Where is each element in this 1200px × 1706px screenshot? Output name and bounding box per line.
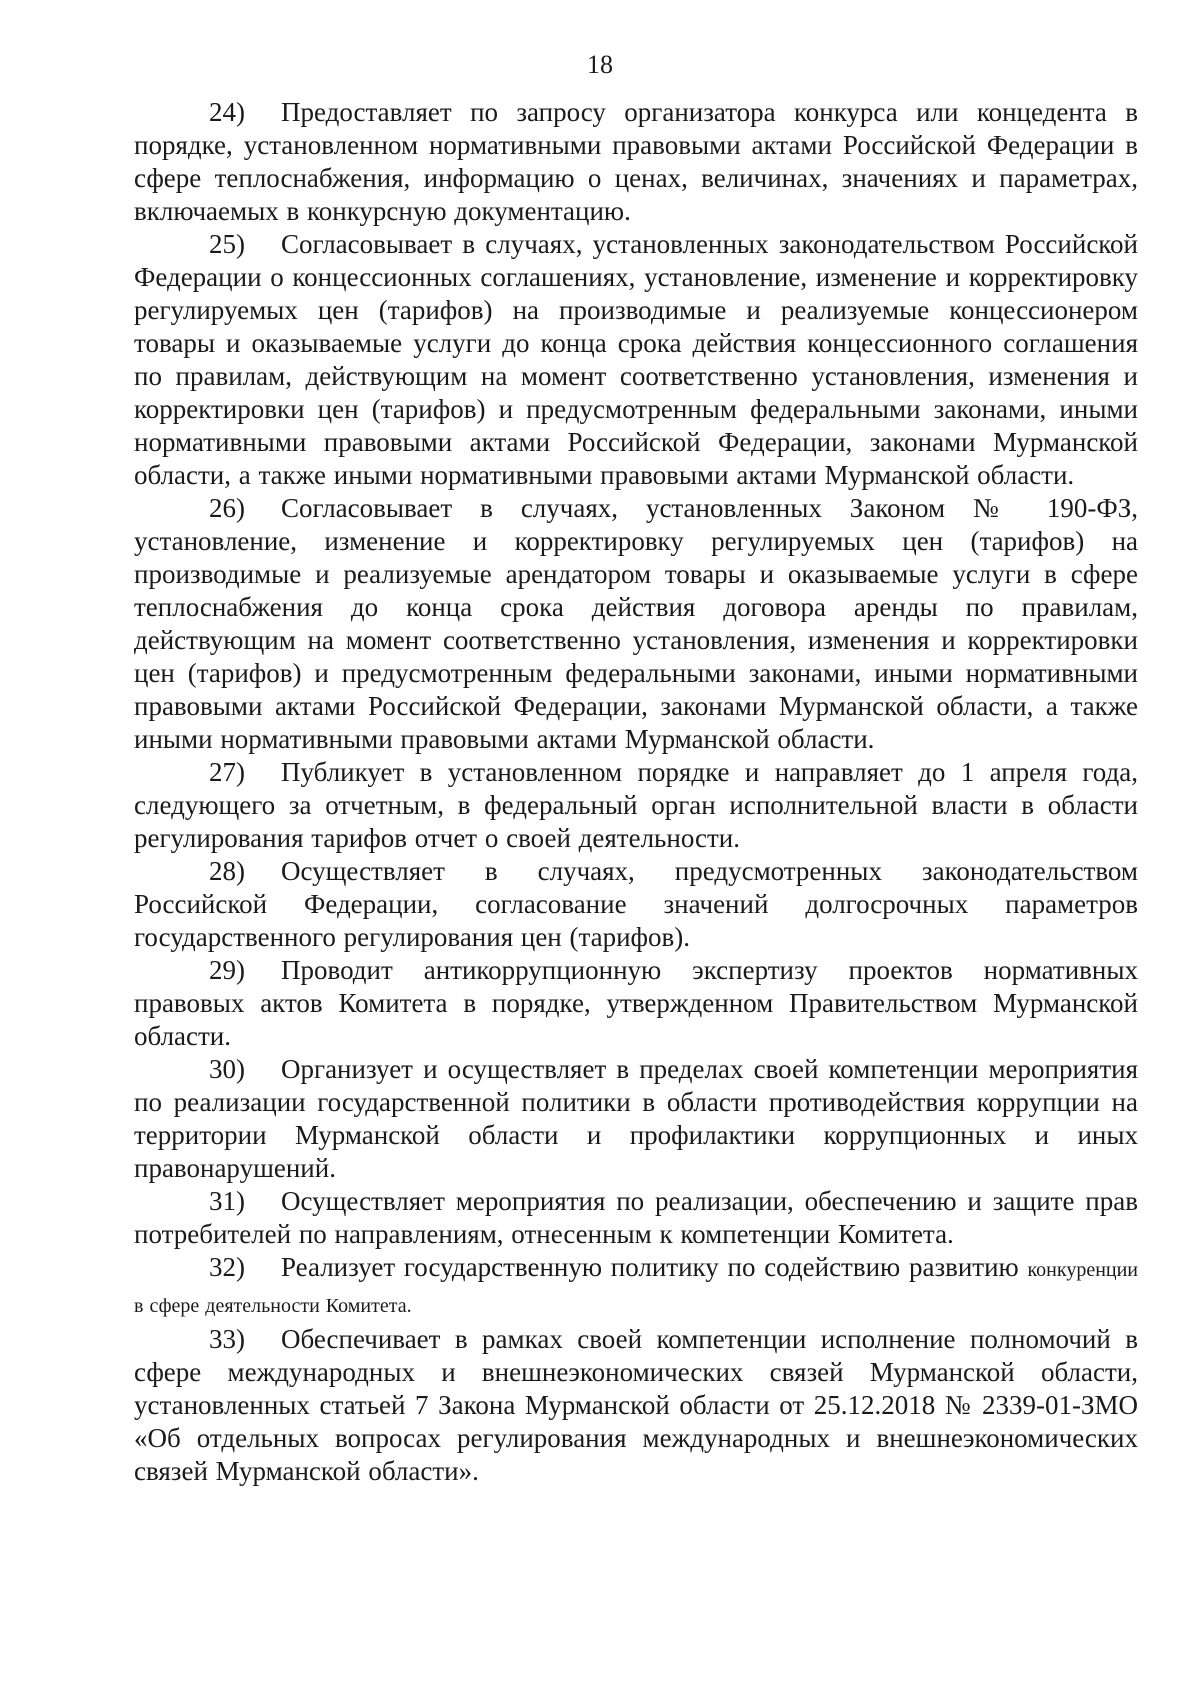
paragraph-31 <box>134 1185 1138 1251</box>
paragraph-text: Публикует в установленном порядке и направляет до 1 апреля года, следующего за отчетным, в федеральный орган исполнительной власти в области регулирования тарифов отчет о своей деятельности. <box>134 757 1138 853</box>
paragraph-text: Осуществляет мероприятия по реализации, обеспечению и защите прав потребителей по направлениям, отнесенным к компетенции Комитета. <box>134 1186 1138 1249</box>
paragraph-text-tail: конкуренции в сфере деятельности Комитета. <box>134 1259 1139 1317</box>
paragraph-text: Осуществляет в случаях, предусмотренных законодательством Российской Федерации, согласование значений долгосрочных параметров государственного регулирования цен (тарифов). <box>134 856 1138 952</box>
paragraph-text: Обеспечивает в рамках своей компетенции исполнение полномочий в сфере международных и внешнеэкономических связей Мурманской области, установленных статьей 7 Закона Мурманской области от 25.12.2018 № 2339-01-ЗМО «Об отдельных вопросах регулирования международных и внешнеэкономических связей Мурманской области». <box>134 1324 1138 1486</box>
paragraph-number: 26) <box>209 493 245 523</box>
paragraph-number: 30) <box>209 1054 245 1084</box>
paragraph-number: 28) <box>209 856 245 886</box>
paragraph-text: Организует и осуществляет в пределах своей компетенции мероприятия по реализации государственной политики в области противодействия коррупции на территории Мурманской области и профилактики коррупционных и иных правонарушений. <box>134 1054 1138 1183</box>
paragraph-number: 29) <box>209 955 245 985</box>
paragraph-number: 32) <box>209 1252 245 1282</box>
page-number: 18 <box>587 50 613 79</box>
paragraph-30 <box>134 1053 1138 1185</box>
paragraph-24 <box>134 96 1138 228</box>
paragraph-27 <box>134 756 1138 855</box>
paragraph-text: Предоставляет по запросу организатора конкурса или концедента в порядке, установленном нормативными правовыми актами Российской Федерации в сфере теплоснабжения, информацию о ценах, величинах, значениях и параметрах, включаемых в конкурсную документацию. <box>134 97 1138 226</box>
paragraph-28 <box>134 855 1138 954</box>
paragraph-number: 24) <box>209 97 245 127</box>
paragraph-number: 25) <box>209 229 245 259</box>
paragraph-text: Согласовывает в случаях, установленных законодательством Российской Федерации о концессионных соглашениях, установление, изменение и корректировку регулируемых цен (тарифов) на производимые и реализуемые концессионером товары и оказываемые услуги до конца срока действия концессионного соглашения по правилам, действующим на момент соответственно установления, изменения и корректировки цен (тарифов) и предусмотренным федеральными законами, иными нормативными правовыми актами Российской Федерации, законами Мурманской области, а также иными нормативными правовыми актами Мурманской области. <box>134 229 1138 490</box>
paragraph-29 <box>134 954 1138 1053</box>
paragraph-32 <box>134 1251 1138 1323</box>
paragraph-text: Реализует государственную политику по содействию развитию <box>281 1252 1019 1282</box>
paragraph-number: 33) <box>209 1324 245 1354</box>
paragraph-number: 27) <box>209 757 245 787</box>
paragraph-text: Проводит антикоррупционную экспертизу проектов нормативных правовых актов Комитета в порядке, утвержденном Правительством Мурманской области. <box>134 955 1138 1051</box>
paragraph-26 <box>134 492 1138 756</box>
paragraph-33 <box>134 1323 1138 1488</box>
document-body <box>134 96 1138 1488</box>
paragraph-25 <box>134 228 1138 492</box>
paragraph-text: Согласовывает в случаях, установленных Законом № 190-ФЗ, установление, изменение и корректировку регулируемых цен (тарифов) на производимые и реализуемые арендатором товары и оказываемые услуги в сфере теплоснабжения до конца срока действия договора аренды по правилам, действующим на момент соответственно установления, изменения и корректировки цен (тарифов) и предусмотренным федеральными законами, иными нормативными правовыми актами Российской Федерации, законами Мурманской области, а также иными нормативными правовыми актами Мурманской области. <box>134 493 1138 754</box>
paragraph-number: 31) <box>209 1186 245 1216</box>
